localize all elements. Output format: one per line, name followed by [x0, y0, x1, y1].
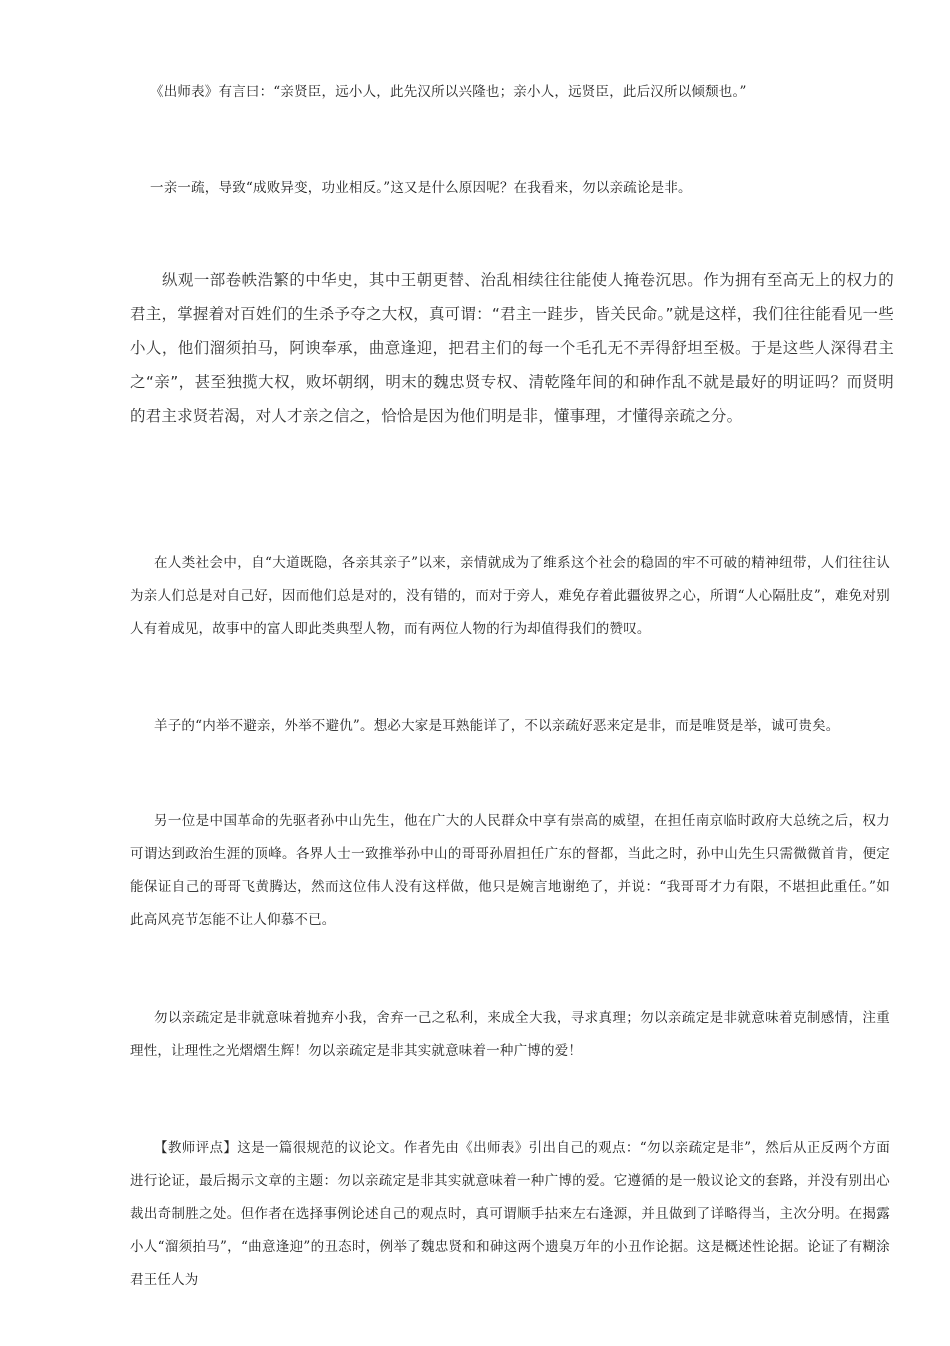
paragraph-history-text: 纵观一部卷帙浩繁的中华史，其中王朝更替、治乱相续往往能使人掩卷沉思。作为拥有至高无上的权力的君主，掌握着对百姓们的生杀予夺之大权，真可谓：“君主一跬步，皆关民命。”就是这样，我们往往能看见一些小人，他们溜须拍马，阿谀奉承，曲意逢迎，把君主们的每一个毛孔无不弄得舒坦至极。于是这些人深得君主之“亲”，甚至独揽大权，败坏朝纲，明末的魏忠贤专权、清乾隆年间的和砷作乱不就是最好的明证吗？而贤明的君主求贤若渴，对人才亲之信之，恰恰是因为他们明是非，懂事理，才懂得亲疏之分。 [130, 271, 894, 425]
paragraph-sun-yatsen-example: 另一位是中国革命的先驱者孙中山先生，他在广大的人民群众中享有崇高的威望，在担任南京临时政府大总统之后，权力可谓达到政治生涯的顶峰。各界人士一致推举孙中山的哥哥孙眉担任广东的督都，当此之时，孙中山先生只需微微首肯，便定能保证自己的哥哥飞黄腾达，然而这位伟人没有这样做，他只是婉言地谢绝了，并说：“我哥哥才力有限，不堪担此重任。”如此高风亮节怎能不让人仰慕不已。 [130, 813, 890, 928]
paragraph-yangzi-example: 羊子的“内举不避亲，外举不避仇”。想必大家是耳熟能详了，不以亲疏好恶来定是非，而是唯贤是举，诚可贵矣。 [154, 718, 840, 734]
paragraph-quote-chushibiao: 《出师表》有言曰：“亲贤臣，远小人，此先汉所以兴隆也；亲小人，远贤臣，此后汉所以倾颓也。” [150, 84, 747, 100]
paragraph-kinship: 在人类社会中，自“大道既隐，各亲其亲子”以来，亲情就成为了维系这个社会的稳固的牢不可破的精神纽带，人们往往认为亲人们总是对自己好，因而他们总是对的，没有错的，而对于旁人，难免存着此疆彼界之心，所谓“人心隔肚皮”，难免对别人有着成见，故事中的富人即此类典型人物，而有两位人物的行为却值得我们的赞叹。 [130, 555, 890, 637]
paragraph-conclusion: 勿以亲疏定是非就意味着抛弃小我，舍弃一己之私利，来成全大我，寻求真理；勿以亲疏定是非就意味着克制感情，注重理性，让理性之光熠熠生辉！勿以亲疏定是非其实就意味着一种广博的爱！ [130, 1010, 890, 1059]
paragraph-teacher-comment: 【教师评点】这是一篇很规范的议论文。作者先由《出师表》引出自己的观点：“勿以亲疏定是非”，然后从正反两个方面进行论证，最后揭示文章的主题：勿以亲疏定是非其实就意味着一种广博的爱。它遵循的是一般议论文的套路，并没有别出心裁出奇制胜之处。但作者在选择事例论述自己的观点时，真可谓顺手拈来左右逢源，并且做到了详略得当，主次分明。在揭露小人“溜须拍马”，“曲意逢迎”的丑态时，例举了魏忠贤和和砷这两个遗臭万年的小丑作论据。这是概述性论据。论证了有糊涂君王任人为 [130, 1140, 890, 1288]
paragraph-thesis: 一亲一疏，导致“成败异变，功业相反。”这又是什么原因呢？在我看来，勿以亲疏论是非。 [150, 180, 692, 196]
paragraph-history-argument [130, 263, 894, 433]
